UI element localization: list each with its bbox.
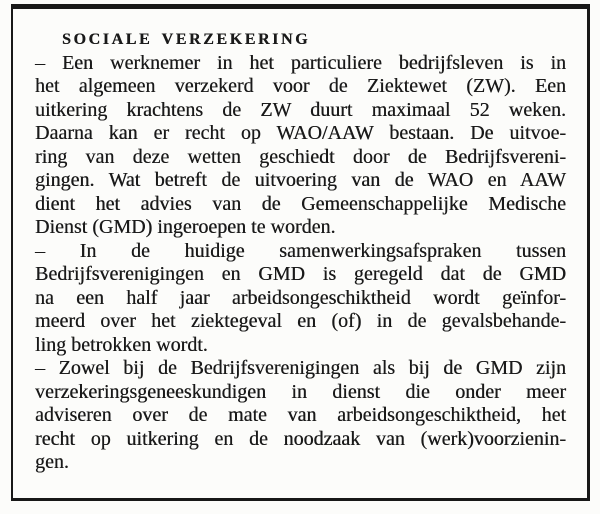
text-line: na een half jaar arbeidsongeschiktheid wordt geïnfor- xyxy=(35,286,566,309)
text-line: Bedrijfsverenigingen en GMD is geregeld dat de GMD xyxy=(35,263,566,285)
text-line: gen. xyxy=(35,451,69,473)
text-line: Dienst (GMD) ingeroepen te worden. xyxy=(35,216,336,238)
text-line: ring van deze wetten geschiedt door de Bedrijfsvereni- xyxy=(35,145,566,168)
text-line: – In de huidige samenwerkingsafspraken tussen xyxy=(35,239,566,262)
framed-text-box xyxy=(11,4,590,501)
text-line: ling betrokken wordt. xyxy=(35,333,208,356)
text-line: het algemeen verzekerd voor de Ziektewet (ZW). Een xyxy=(35,75,566,97)
text-line: – Een werknemer in het particuliere bedrijfsleven is in xyxy=(35,51,566,74)
section-heading: SOCIALE VERZEKERING xyxy=(62,31,311,48)
text-line: verzekeringsgeneeskundigen in dienst die onder meer xyxy=(35,380,566,403)
text-line: meerd over het ziektegeval en (of) in de gevalsbehande- xyxy=(35,310,566,332)
text-line: Daarna kan er recht op WAO/AAW bestaan. De uitvoe- xyxy=(35,122,566,144)
text-line: recht op uitkering en de noodzaak van (werk)voorzienin- xyxy=(35,427,566,450)
text-line: dient het advies van de Gemeenschappelijke Medische xyxy=(35,192,566,215)
text-line: adviseren over de mate van arbeidsongeschiktheid, het xyxy=(35,404,566,426)
text-line: gingen. Wat betreft de uitvoering van de WAO en AAW xyxy=(35,169,566,191)
text-line: – Zowel bij de Bedrijfsverenigingen als bij de GMD zijn xyxy=(35,357,566,379)
text-line: uitkering krachtens de ZW duurt maximaal 52 weken. xyxy=(35,98,566,121)
